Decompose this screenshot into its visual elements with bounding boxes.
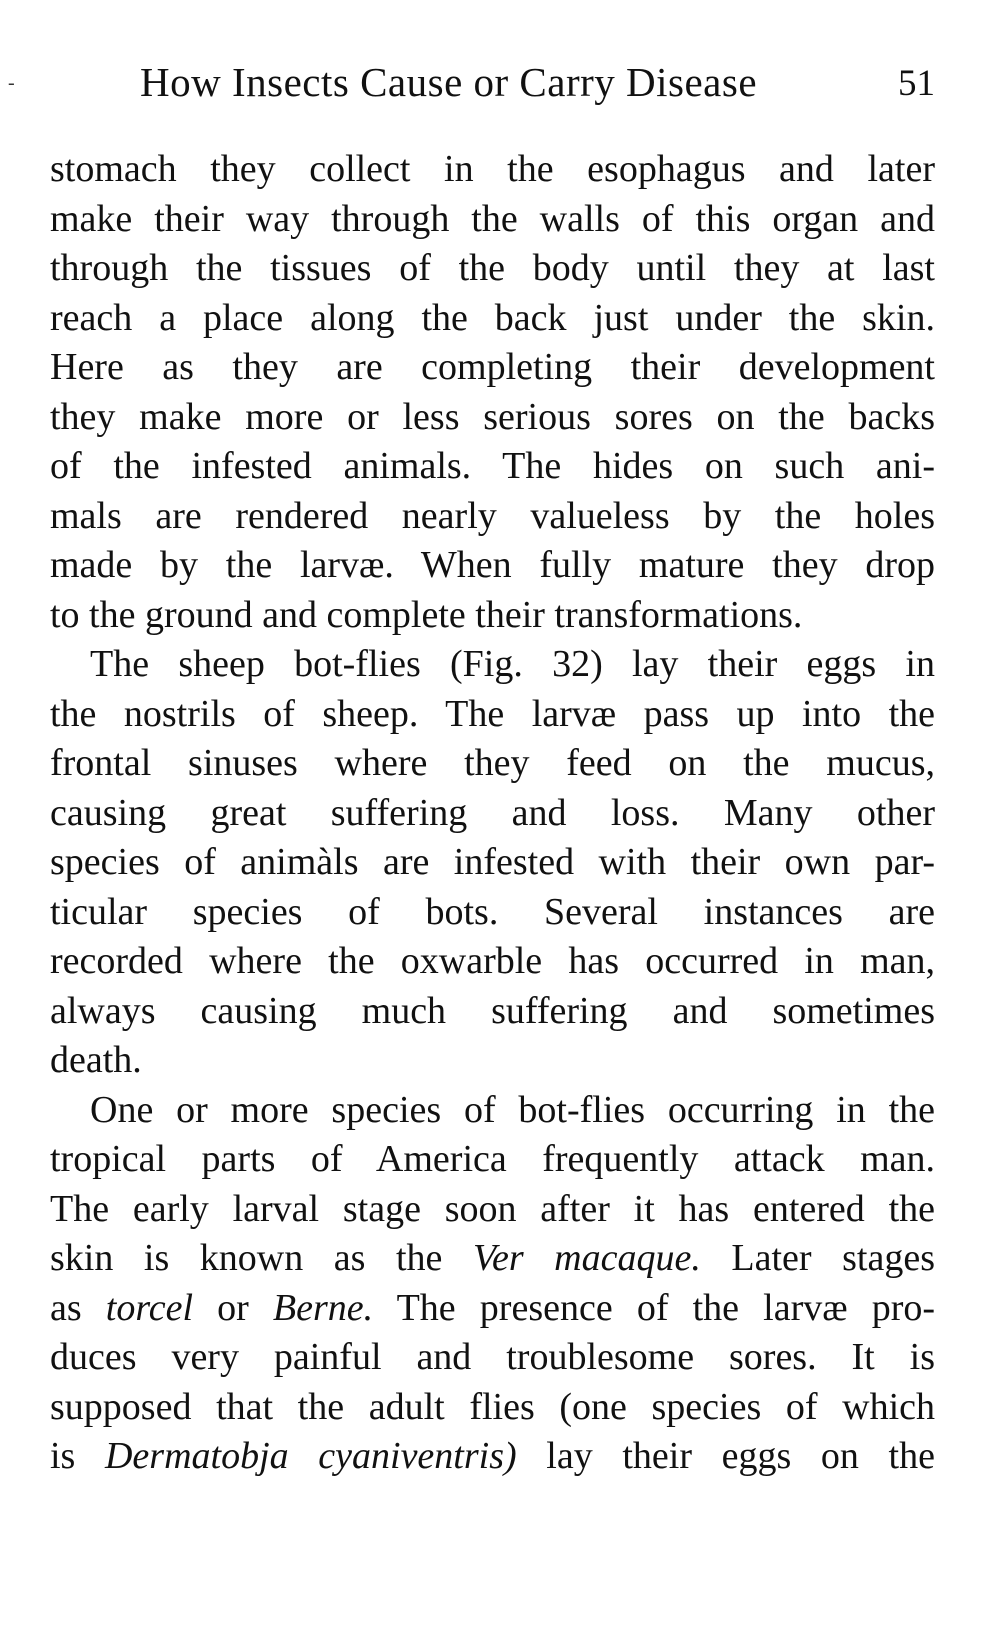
text-line: The early larval stage soon after it has entered the xyxy=(50,1187,935,1230)
text-line: mals are rendered nearly valueless by the holes xyxy=(50,494,935,537)
text-line xyxy=(50,1234,935,1284)
running-head: How Insects Cause or Carry Disease xyxy=(140,59,758,105)
text-line xyxy=(50,1432,935,1482)
text-line: stomach they collect in the esophagus and later xyxy=(50,148,935,190)
text-line: make their way through the walls of this organ and xyxy=(50,197,935,240)
italic-term-torcel: torcel xyxy=(105,1286,194,1329)
text-run: as xyxy=(50,1286,106,1329)
italic-term-species-name: Dermatobja cyaniventris) xyxy=(104,1435,517,1477)
text-line: Here as they are completing their development xyxy=(50,346,935,388)
text-run: The presence of the larvæ pro- xyxy=(373,1286,936,1329)
page-header xyxy=(8,58,935,118)
text-line: death. xyxy=(50,1039,142,1081)
text-run: is xyxy=(50,1435,105,1477)
text-run: skin is known as the xyxy=(50,1237,473,1279)
text-line: recorded where the oxwarble has occurred in man, xyxy=(50,940,935,982)
text-run: or xyxy=(193,1286,273,1329)
text-run: Later stages xyxy=(700,1237,935,1279)
header-mark: - xyxy=(8,72,15,94)
text-line: species of animàls are infested with their own par- xyxy=(50,841,935,883)
text-line: tropical parts of America frequently attack man. xyxy=(50,1138,935,1180)
text-line: reach a place along the back just under the skin. xyxy=(50,296,935,339)
text-line: supposed that the adult flies (one species of which xyxy=(50,1385,935,1428)
body-text xyxy=(50,145,935,1482)
text-line: always causing much suffering and sometimes xyxy=(50,989,935,1032)
text-line: ticular species of bots. Several instances are xyxy=(50,890,935,933)
paragraph-3 xyxy=(50,1086,935,1482)
text-line: made by the larvæ. When fully mature they drop xyxy=(50,544,935,586)
text-line: The sheep bot-flies (Fig. 32) lay their eggs in xyxy=(90,643,935,685)
text-line: the nostrils of sheep. The larvæ pass up into the xyxy=(50,692,935,735)
text-line: One or more species of bot-flies occurring in the xyxy=(90,1088,935,1131)
text-line: causing great suffering and loss. Many other xyxy=(50,791,935,834)
text-line: to the ground and complete their transformations. xyxy=(50,593,803,636)
paragraph-2 xyxy=(50,640,935,1086)
page-number: 51 xyxy=(898,63,935,104)
text-line: of the infested animals. The hides on such ani- xyxy=(50,445,935,487)
text-line: duces very painful and troublesome sores. It is xyxy=(50,1336,935,1378)
text-line xyxy=(50,1284,935,1334)
text-line: frontal sinuses where they feed on the mucus, xyxy=(50,742,935,784)
text-run: lay their eggs on the xyxy=(516,1435,935,1477)
text-line: they make more or less serious sores on the backs xyxy=(50,395,935,438)
paragraph-1 xyxy=(50,145,935,640)
text-line: through the tissues of the body until they at last xyxy=(50,247,935,289)
italic-term-ver-macaque: Ver macaque. xyxy=(472,1237,701,1279)
italic-term-berne: Berne. xyxy=(272,1286,374,1329)
